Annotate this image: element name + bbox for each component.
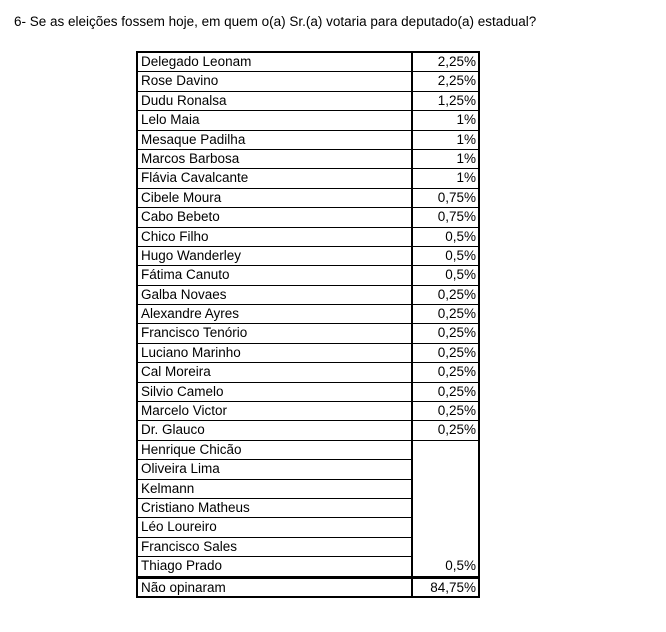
table-row (138, 169, 478, 188)
table-row (138, 344, 478, 363)
question-title: 6- Se as eleições fossem hoje, em quem o(a) Sr.(a) votaria para deputado(a) estadual? (14, 14, 537, 29)
table-row (138, 441, 478, 460)
table-row (138, 305, 478, 324)
table-row (138, 72, 478, 91)
vote-percentage: 1% (413, 111, 478, 130)
vote-percentage: 1% (413, 131, 478, 150)
table-row (138, 499, 478, 518)
table-row (138, 538, 478, 557)
table-row (138, 286, 478, 305)
table-row (138, 383, 478, 402)
table-row (138, 92, 478, 111)
candidate-name: Cal Moreira (138, 363, 413, 382)
vote-percentage: 0,25% (413, 344, 478, 363)
vote-percentage: 0,25% (413, 363, 478, 382)
vote-percentage: 1% (413, 169, 478, 188)
table-row (138, 189, 478, 208)
table-row (138, 518, 478, 537)
candidate-name: Flávia Cavalcante (138, 169, 413, 188)
vote-percentage: 0,25% (413, 305, 478, 324)
table-row (138, 324, 478, 343)
vote-percentage: 0,5% (413, 247, 478, 266)
candidate-name: Hugo Wanderley (138, 247, 413, 266)
table-row (138, 208, 478, 227)
total-row (138, 577, 478, 596)
candidate-name: Léo Loureiro (138, 518, 413, 537)
vote-percentage: 0,75% (413, 208, 478, 227)
candidate-name: Fátima Canuto (138, 266, 413, 285)
candidate-name: Alexandre Ayres (138, 305, 413, 324)
table-row (138, 247, 478, 266)
table-row (138, 421, 478, 440)
candidate-name: Delegado Leonam (138, 53, 413, 72)
vote-percentage: 0,25% (413, 286, 478, 305)
candidate-name: Marcelo Victor (138, 402, 413, 421)
candidate-name: Cristiano Matheus (138, 499, 413, 518)
candidate-name: Mesaque Padilha (138, 131, 413, 150)
candidate-name: Oliveira Lima (138, 460, 413, 479)
results-table (136, 51, 480, 598)
vote-percentage: 0,5% (413, 557, 478, 576)
vote-percentage: 0,5% (413, 266, 478, 285)
candidate-name: Henrique Chicão (138, 441, 413, 460)
table-row (138, 363, 478, 382)
candidate-name: Luciano Marinho (138, 344, 413, 363)
table-row (138, 557, 478, 576)
vote-percentage: 0,25% (413, 402, 478, 421)
vote-percentage: 2,25% (413, 72, 478, 91)
candidate-name: Chico Filho (138, 228, 413, 247)
candidate-name: Francisco Sales (138, 538, 413, 557)
candidate-name: Cabo Bebeto (138, 208, 413, 227)
vote-percentage: 0,25% (413, 324, 478, 343)
candidate-name: Francisco Tenório (138, 324, 413, 343)
table-row (138, 150, 478, 169)
table-row (138, 402, 478, 421)
table-row (138, 460, 478, 479)
vote-percentage: 0,75% (413, 189, 478, 208)
candidate-name: Cibele Moura (138, 189, 413, 208)
table-row (138, 480, 478, 499)
vote-percentage: 0,5% (413, 228, 478, 247)
table-row (138, 111, 478, 130)
vote-percentage (413, 460, 478, 479)
candidate-name: Dudu Ronalsa (138, 92, 413, 111)
table-row (138, 53, 478, 72)
vote-percentage: 0,25% (413, 421, 478, 440)
candidate-name: Galba Novaes (138, 286, 413, 305)
vote-percentage (413, 538, 478, 557)
candidate-name: Kelmann (138, 480, 413, 499)
candidate-name: Thiago Prado (138, 557, 413, 576)
vote-percentage (413, 499, 478, 518)
vote-percentage: 0,25% (413, 383, 478, 402)
candidate-name: Rose Davino (138, 72, 413, 91)
vote-percentage: 1,25% (413, 92, 478, 111)
vote-percentage (413, 480, 478, 499)
candidate-name: Lelo Maia (138, 111, 413, 130)
vote-percentage (413, 518, 478, 537)
candidate-name: Marcos Barbosa (138, 150, 413, 169)
candidate-name: Silvio Camelo (138, 383, 413, 402)
table-row (138, 266, 478, 285)
vote-percentage: 2,25% (413, 53, 478, 72)
candidate-name: Dr. Glauco (138, 421, 413, 440)
total-label: Não opinaram (138, 577, 413, 596)
table-row (138, 131, 478, 150)
total-value: 84,75% (413, 577, 478, 596)
vote-percentage: 1% (413, 150, 478, 169)
vote-percentage (413, 441, 478, 460)
table-row (138, 228, 478, 247)
